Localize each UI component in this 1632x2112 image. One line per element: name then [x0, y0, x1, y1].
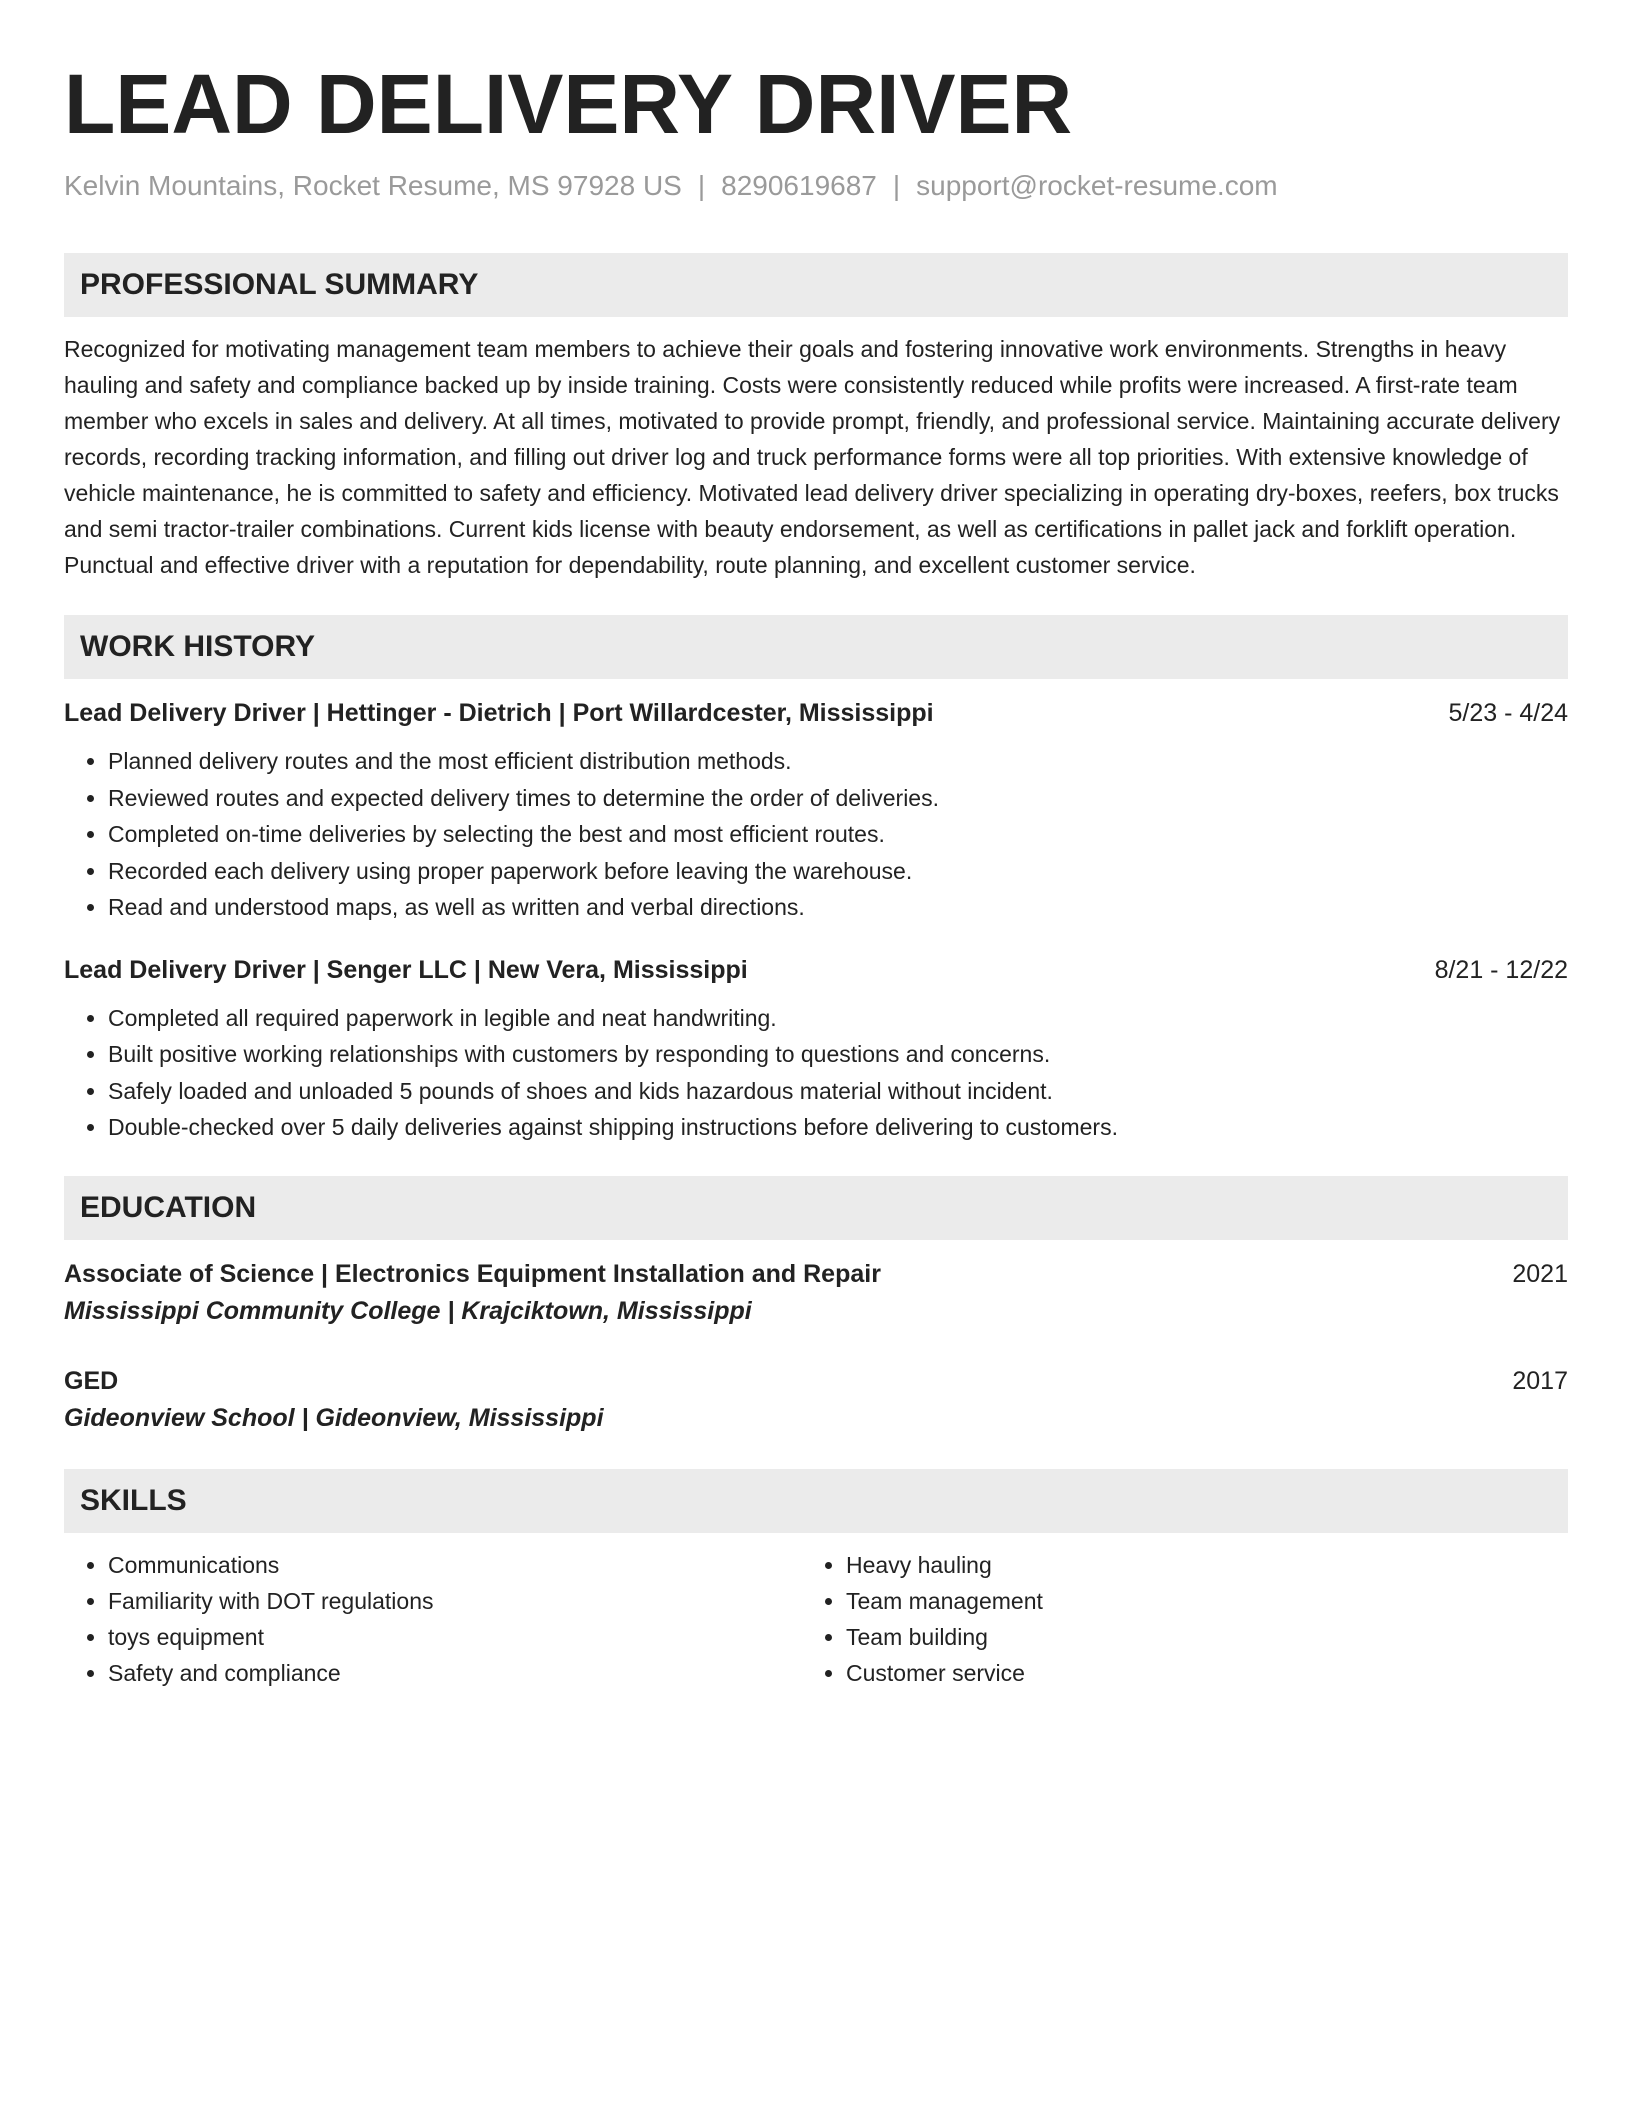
list-item: • Safety and compliance — [108, 1655, 802, 1691]
education-year: 2017 — [1512, 1366, 1568, 1395]
list-item: • toys equipment — [108, 1619, 802, 1655]
job-header — [64, 695, 1568, 731]
list-item: • Recorded each delivery using proper paperwork before leaving the warehouse. — [108, 853, 1568, 890]
summary-text: Recognized for motivating management team members to achieve their goals and fostering innovative work environments. Strengths in heavy hauling and safety and compliance backed up by inside training. Costs were consistently reduced while profits were increased. A first-rate team member who excels in sales and delivery. At all times, motivated to provide prompt, friendly, and professional service. Maintaining accurate delivery records, recording tracking information, and filling out driver log and truck performance forms were all top priorities. With extensive knowledge of vehicle maintenance, he is committed to safety and efficiency. Motivated lead delivery driver specializing in operating dry-boxes, reefers, box trucks and semi tractor-trailer combinations. Current kids license with beauty endorsement, as well as certifications in pallet jack and forklift operation. Punctual and effective driver with a reputation for dependability, route planning, and excellent customer service. — [64, 336, 1561, 578]
list-item: • Read and understood maps, as well as written and verbal directions. — [108, 889, 1568, 926]
list-item: • Heavy hauling — [846, 1547, 1540, 1583]
skills-column-right — [802, 1547, 1540, 1691]
section-header-skills: SKILLS — [64, 1469, 1568, 1533]
education-header — [64, 1256, 1568, 1292]
education-entry — [64, 1363, 1568, 1437]
job-entry — [64, 952, 1568, 1146]
page-title: LEAD DELIVERY DRIVER — [64, 57, 1073, 151]
contact-separator: | — [697, 170, 706, 201]
list-item: • Reviewed routes and expected delivery times to determine the order of deliveries. — [108, 780, 1568, 817]
education-school: Mississippi Community College | Krajciktown, Mississippi — [64, 1296, 752, 1325]
section-header-education: EDUCATION — [64, 1176, 1568, 1240]
contact-email: support@rocket-resume.com — [916, 170, 1278, 201]
section-header-summary: PROFESSIONAL SUMMARY — [64, 253, 1568, 317]
education-degree: GED — [64, 1366, 119, 1395]
skills-list — [64, 1547, 1568, 1691]
job-bullets — [64, 743, 1568, 926]
list-item: • Communications — [108, 1547, 802, 1583]
education-school: Gideonview School | Gideonview, Mississippi — [64, 1403, 604, 1432]
education-degree: Associate of Science | Electronics Equipment Installation and Repair — [64, 1259, 881, 1288]
job-entry — [64, 695, 1568, 926]
list-item: • Completed all required paperwork in legible and neat handwriting. — [108, 1000, 1568, 1037]
list-item: • Familiarity with DOT regulations — [108, 1583, 802, 1619]
skills-column-left — [64, 1547, 802, 1691]
education-year: 2021 — [1512, 1259, 1568, 1288]
contact-line — [64, 166, 1568, 206]
job-title: Lead Delivery Driver | Senger LLC | New Vera, Mississippi — [64, 955, 748, 984]
list-item: • Team management — [846, 1583, 1540, 1619]
contact-separator: | — [892, 170, 901, 201]
list-item: • Built positive working relationships with customers by responding to questions and concerns. — [108, 1036, 1568, 1073]
contact-address: Kelvin Mountains, Rocket Resume, MS 97928 US — [64, 170, 682, 201]
list-item: • Double-checked over 5 daily deliveries against shipping instructions before delivering to customers. — [108, 1109, 1568, 1146]
list-item: • Planned delivery routes and the most efficient distribution methods. — [108, 743, 1568, 780]
contact-phone: 8290619687 — [721, 170, 877, 201]
education-header — [64, 1363, 1568, 1399]
job-date: 5/23 - 4/24 — [1448, 699, 1568, 727]
list-item: • Completed on-time deliveries by selecting the best and most efficient routes. — [108, 816, 1568, 853]
list-item: • Customer service — [846, 1655, 1540, 1691]
education-entry — [64, 1256, 1568, 1330]
job-bullets — [64, 1000, 1568, 1146]
section-header-work-history: WORK HISTORY — [64, 615, 1568, 679]
list-item: • Safely loaded and unloaded 5 pounds of shoes and kids hazardous material without incident. — [108, 1073, 1568, 1110]
job-date: 8/21 - 12/22 — [1434, 955, 1568, 984]
job-title: Lead Delivery Driver | Hettinger - Dietrich | Port Willardcester, Mississippi — [64, 699, 934, 727]
job-header — [64, 952, 1568, 988]
list-item: • Team building — [846, 1619, 1540, 1655]
